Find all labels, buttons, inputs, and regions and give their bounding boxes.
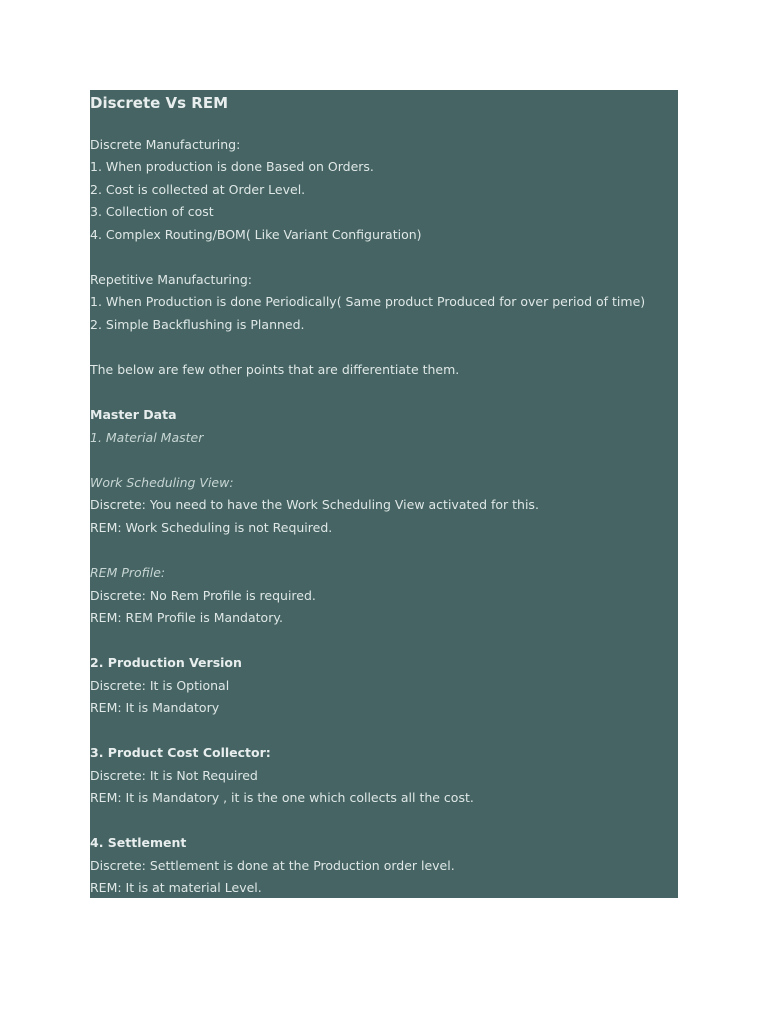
text-line: 1. When Production is done Periodically( Same product Produced for over period of time) <box>90 294 646 309</box>
document-title: Discrete Vs REM <box>90 94 229 112</box>
text-line: REM: It is at material Level. <box>90 880 262 895</box>
section-heading: 2. Production Version <box>90 655 242 670</box>
section-heading: 3. Product Cost Collector: <box>90 745 271 760</box>
text-line: Discrete: No Rem Profile is required. <box>90 588 316 603</box>
text-line: The below are few other points that are differentiate them. <box>90 362 460 377</box>
section-heading: 4. Settlement <box>90 835 187 850</box>
text-line: Discrete: You need to have the Work Scheduling View activated for this. <box>90 497 539 512</box>
text-line: Discrete: It is Not Required <box>90 768 258 783</box>
text-line: Repetitive Manufacturing: <box>90 272 252 287</box>
text-line: Discrete Manufacturing: <box>90 137 241 152</box>
subsection-label: Work Scheduling View: <box>90 475 234 490</box>
subsection-label: REM Profile: <box>90 565 166 580</box>
text-line: Discrete: It is Optional <box>90 678 230 693</box>
section-heading: Master Data <box>90 407 177 422</box>
text-line: 3. Collection of cost <box>90 204 214 219</box>
text-line: REM: Work Scheduling is not Required. <box>90 520 333 535</box>
text-line: 4. Complex Routing/BOM( Like Variant Configuration) <box>90 227 422 242</box>
text-line: REM: REM Profile is Mandatory. <box>90 610 283 625</box>
subsection-label: 1. Material Master <box>90 430 204 445</box>
text-line: REM: It is Mandatory <box>90 700 220 715</box>
text-line: 2. Cost is collected at Order Level. <box>90 182 306 197</box>
text-line: 2. Simple Backflushing is Planned. <box>90 317 305 332</box>
text-line: Discrete: Settlement is done at the Production order level. <box>90 858 455 873</box>
text-line: 1. When production is done Based on Orders. <box>90 159 374 174</box>
text-line: REM: It is Mandatory , it is the one which collects all the cost. <box>90 790 474 805</box>
content-panel <box>90 90 678 898</box>
